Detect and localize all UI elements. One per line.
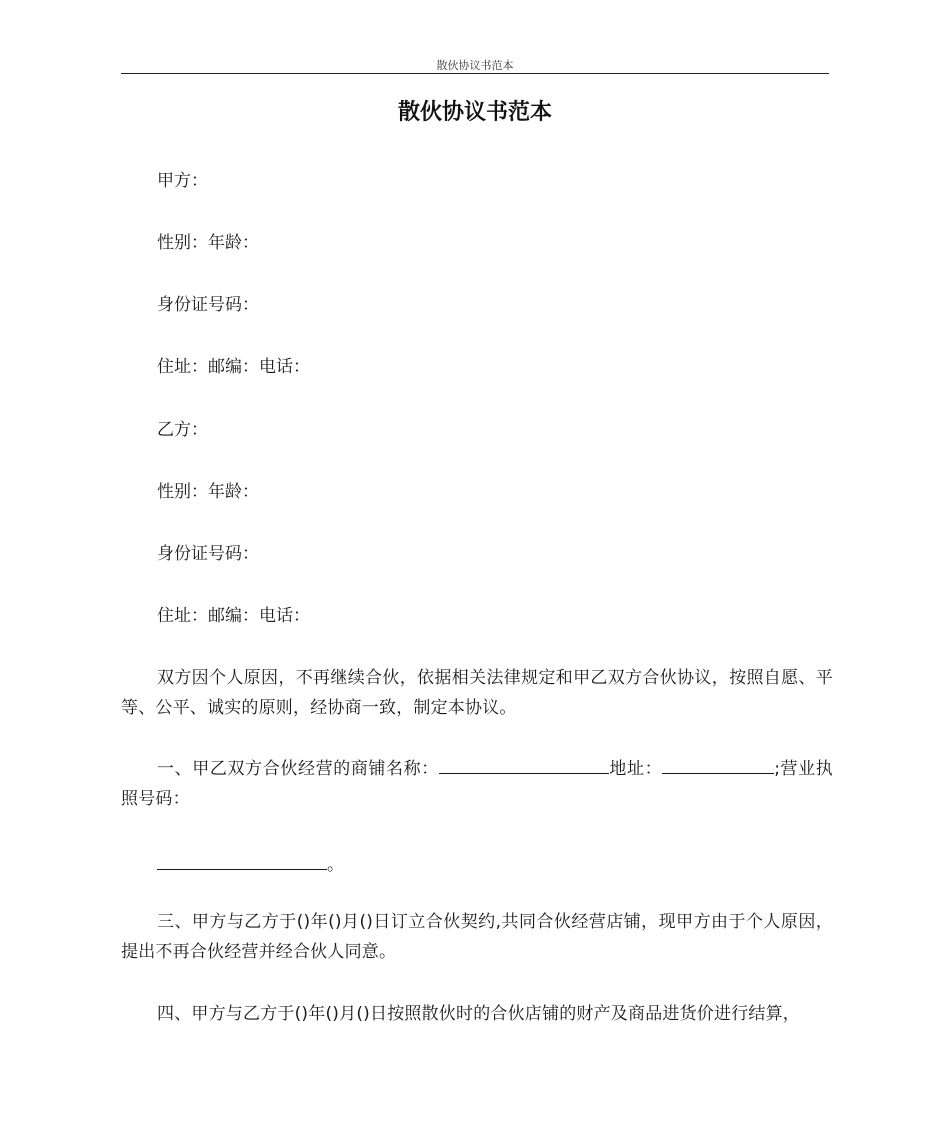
party-b-address-contact: 住址：邮编：电话： [157,606,310,626]
party-a-gender-age: 性别：年龄： [157,233,259,253]
party-a-label: 甲方： [157,171,208,191]
clause-1-end: 。 [327,855,344,875]
address-blank[interactable] [662,755,774,774]
intro-paragraph: 双方因个人原因，不再继续合伙，依据相关法律规定和甲乙双方合伙协议，按照自愿、平等、公平、诚实的原则，经协商一致，制定本协议。 [121,668,833,718]
clause-4-paragraph: 四、甲方与乙方于()年()月()日按照散伙时的合伙店铺的财产及商品进货价进行结算， [157,1004,800,1024]
license-number-blank[interactable] [157,851,327,870]
party-b-id-number: 身份证号码： [157,544,259,564]
clause-1-paragraph [121,754,833,814]
clause-1-address-label: 地址： [608,759,663,779]
party-b-gender-age: 性别：年龄： [157,482,259,502]
page-header [121,54,829,74]
license-number-line [157,851,344,877]
clause-1-license-label: ;营业执照号码： [121,759,833,809]
party-a-address-contact: 住址：邮编：电话： [157,357,310,377]
clause-3-paragraph: 三、甲方与乙方于()年()月()日订立合伙契约,共同合伙经营店铺，现甲方由于个人原因，提出不再合伙经营并经合伙人同意。 [121,912,833,962]
party-b-label: 乙方： [157,420,208,440]
clause-1-shop-name-label: 一、甲乙双方合伙经营的商铺名称： [157,759,439,779]
party-a-id-number: 身份证号码： [157,295,259,315]
running-title: 散伙协议书范本 [436,59,514,72]
shop-name-blank[interactable] [439,755,609,774]
document-title: 散伙协议书范本 [397,100,552,125]
